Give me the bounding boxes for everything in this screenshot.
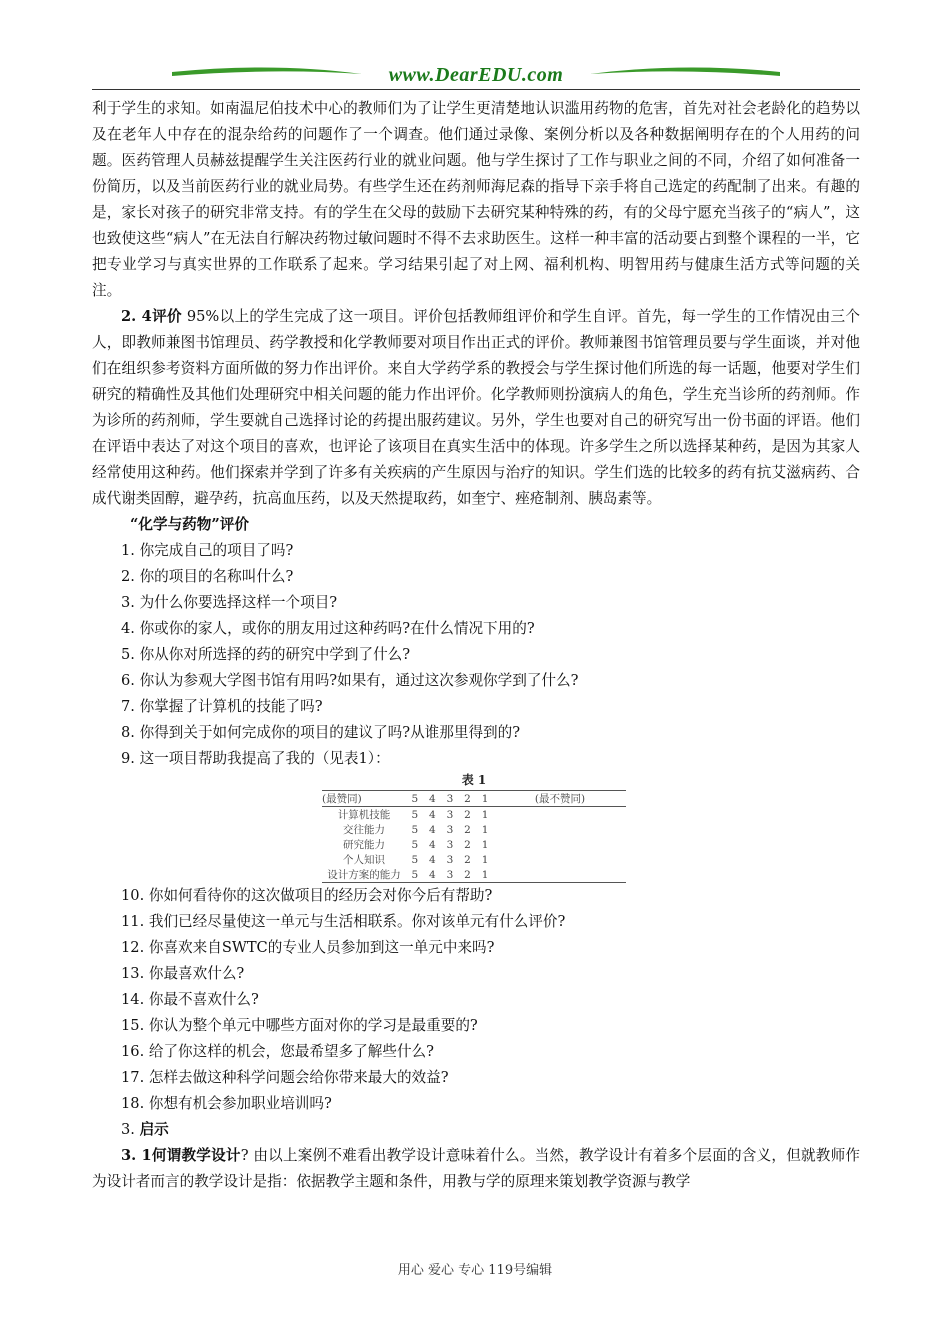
question-item [92,694,860,720]
question-item [92,1091,860,1117]
section-3-heading [92,1117,860,1143]
table-cell: 3 [446,853,454,866]
paragraph-evaluation [92,304,860,512]
question-text: 你的项目的名称叫什么? [139,568,294,585]
table-cell: 3 [446,823,454,836]
question-item [92,1039,860,1065]
question-text: 给了你这样的机会，您最希望多了解些什么? [148,1043,434,1060]
table-row-label: 计算机技能 [337,808,391,821]
table-cell: 5 [411,853,419,866]
table-header-row [322,791,626,807]
table-cell: 2 [464,868,471,881]
question-text: 你掌握了计算机的技能了吗? [139,698,323,715]
table-header-cell: 5 [411,792,419,805]
table-cell-empty [494,807,626,823]
table-cell: 2 [464,838,471,851]
table-cell: 1 [481,838,489,851]
table-cell: 2 [464,823,471,836]
table-caption: 表 1 [461,773,487,787]
table-cell: 5 [411,823,419,836]
table-cell: 2 [464,808,471,821]
question-item [92,746,860,772]
table-row-label: 研究能力 [343,838,385,851]
table-cell: 1 [481,868,489,881]
question-text: 你认为整个单元中哪些方面对你的学习是最重要的? [148,1017,478,1034]
question-item [92,668,860,694]
table-header-cell: 2 [464,792,471,805]
table-cell: 4 [429,868,436,881]
section-3-1-paragraph [92,1143,860,1195]
question-list-b [92,883,860,1117]
question-item [92,616,860,642]
question-text: 你认为参观大学图书馆有用吗?如果有，通过这次参观你学到了什么? [139,672,579,689]
question-number: 2. [121,568,135,585]
table-cell: 4 [429,808,436,821]
table-row [322,807,626,823]
question-item [92,961,860,987]
question-item [92,564,860,590]
table-row-label: 个人知识 [343,853,385,866]
table-cell-empty [494,852,626,867]
site-logo[interactable]: www.DearEDU.com [388,64,564,86]
question-text: 你最喜欢什么? [148,965,245,982]
table-cell: 4 [429,853,436,866]
table-cell: 1 [481,853,489,866]
question-number: 13. [121,965,145,982]
section-3-1-label: 3. 1何谓教学设计 [121,1147,241,1164]
table-cell-empty [494,837,626,852]
question-item [92,720,860,746]
table-row [322,852,626,867]
section-2-4-label: 2. 4评价 [121,308,182,325]
table-cell: 5 [411,808,419,821]
table-cell: 5 [411,838,419,851]
question-text: 我们已经尽量使这一单元与生活相联系。你对该单元有什么评价? [148,913,566,930]
header-rule [92,89,860,90]
section-2-4-text: 95%以上的学生完成了这一项目。评价包括教师组评价和学生自评。首先，每一学生的工作情况由三个人，即教师兼图书馆理员、药学教授和化学教师要对项目作出正式的评价。教师兼图书馆管理员要与学生面谈，并对他们在组织参考资料方面所做的努力作出评价。来自大学药学系的教授会与学生探讨他们所选的每一话题，他要对学生们研究的精确性及其他们处理研究中相关问题的能力作出评价。化学教师则扮演病人的角色，学生充当诊所的药剂师。作为诊所的药剂师，学生要就自己选择讨论的药提出服药建议。另外，学生也要对自己的研究写出一份书面的评语。他们在评语中表达了对这个项目的喜欢，也评论了该项目在真实生活中的体现。许多学生之所以选择某种药，是因为其家人经常使用这种药。他们探索并学到了许多有关疾病的产生原因与治疗的知识。学生们选的比较多的药有抗艾滋病药、合成代谢类固醇，避孕药，抗高血压药，以及天然提取药，如奎宁、痤疮制剂、胰岛素等。 [92,308,860,507]
question-item [92,590,860,616]
section-3-title: 启示 [139,1121,169,1138]
question-number: 9. [121,750,135,767]
table-cell-empty [494,867,626,883]
table-row-label: 设计方案的能力 [327,868,401,881]
table-cell: 3 [446,838,454,851]
section-3-num: 3. [121,1121,135,1138]
table-header-cell: 4 [429,792,436,805]
table-header-cell: (最不赞同) [534,792,586,805]
question-item [92,883,860,909]
question-number: 6. [121,672,135,689]
question-number: 15. [121,1017,145,1034]
question-number: 18. [121,1095,145,1112]
question-text: 你完成自己的项目了吗? [139,542,294,559]
question-item [92,538,860,564]
question-number: 14. [121,991,145,1008]
question-text: 你如何看待你的这次做项目的经历会对你今后有帮助? [148,887,493,904]
table-1 [322,772,626,883]
question-item [92,1013,860,1039]
question-number: 16. [121,1043,145,1060]
question-number: 3. [121,594,135,611]
question-number: 1. [121,542,135,559]
question-number: 17. [121,1069,145,1086]
question-text: 怎样去做这种科学问题会给你带来最大的效益? [148,1069,449,1086]
table-header-cell: 1 [481,792,489,805]
table-cell: 3 [446,868,454,881]
page-header [92,58,860,90]
table-cell: 1 [481,823,489,836]
question-number: 4. [121,620,135,637]
question-number: 8. [121,724,135,741]
table-row [322,837,626,852]
question-text: 你从你对所选择的药的研究中学到了什么? [139,646,411,663]
table-cell: 4 [429,823,436,836]
rating-table [322,790,626,883]
table-cell: 4 [429,838,436,851]
question-item [92,987,860,1013]
table-cell-empty [494,822,626,837]
question-number: 10. [121,887,145,904]
table-header-cell: 3 [446,792,454,805]
table-header-cell: (最赞同) [322,792,362,805]
question-list-a [92,538,860,772]
question-text: 你想有机会参加职业培训吗? [148,1095,332,1112]
table-row-label: 交往能力 [343,823,385,836]
question-text: 你最不喜欢什么? [148,991,259,1008]
table-row [322,867,626,883]
table-cell: 2 [464,853,471,866]
table-cell: 5 [411,868,419,881]
table-cell: 1 [481,808,489,821]
document-body [92,96,860,1195]
question-item [92,935,860,961]
question-text: 你得到关于如何完成你的项目的建议了吗?从谁那里得到的? [139,724,521,741]
evaluation-title: “化学与药物”评价 [130,516,249,533]
paragraph-1: 利于学生的求知。如南温尼伯技术中心的教师们为了让学生更清楚地认识滥用药物的危害，首先对社会老龄化的趋势以及在老年人中存在的混杂给药的问题作了一个调查。他们通过录像、案例分析以及各种数据阐明存在的个人用药的问题。医药管理人员赫兹提醒学生关注医药行业的就业问题。他与学生探讨了工作与职业之间的不同，介绍了如何准备一份简历，以及当前医药行业的就业局势。有些学生还在药剂师海尼森的指导下亲手将自己选定的药配制了出来。有趣的是，家长对孩子的研究非常支持。有的学生在父母的鼓励下去研究某种特殊的药，有的父母宁愿充当孩子的“病人”，这也致使这些“病人”在无法自行解决药物过敏问题时不得不去求助医生。这样一种丰富的活动要占到整个课程的一半，它把专业学习与真实世界的工作联系了起来。学习结果引起了对上网、福利机构、明智用药与健康生活方式等问题的关注。 [92,100,860,299]
question-text: 你或你的家人，或你的朋友用过这种药吗?在什么情况下用的? [139,620,535,637]
question-number: 12. [121,939,145,956]
table-row [322,822,626,837]
question-number: 11. [121,913,145,930]
question-number: 5. [121,646,135,663]
question-text: 为什么你要选择这样一个项目? [139,594,338,611]
question-item [92,642,860,668]
table-cell: 3 [446,808,454,821]
question-item [92,909,860,935]
question-text: 这一项目帮助我提高了我的（见表1）： [139,750,390,767]
page-footer: 用心 爱心 专心 119号编辑 [397,1263,553,1278]
question-number: 7. [121,698,135,715]
section-3-1-text: ? 由以上案例不难看出教学设计意味着什么。当然，教学设计有着多个层面的含义，但就教师作为设计者而言的教学设计是指：依据教学主题和条件，用教与学的原理来策划教学资源与教学 [92,1147,860,1190]
question-item [92,1065,860,1091]
question-text: 你喜欢来自SWTC的专业人员参加到这一单元中来吗? [148,939,495,956]
